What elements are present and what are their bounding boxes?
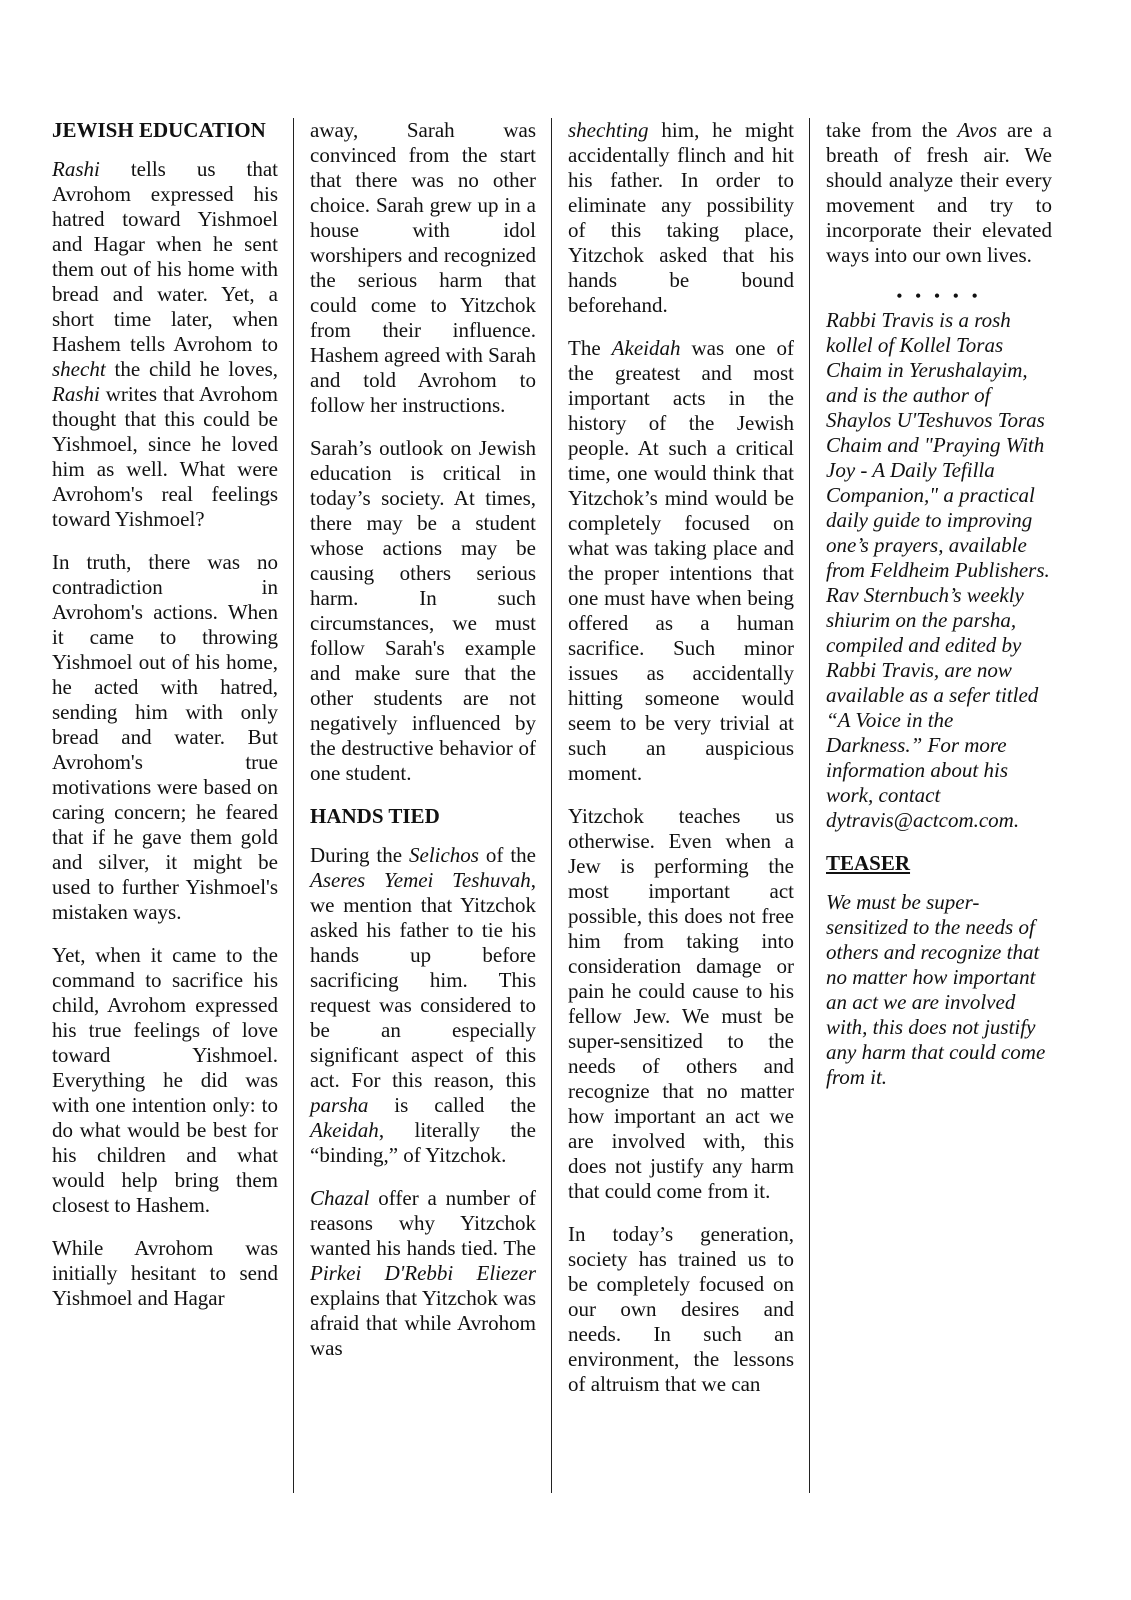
paragraph: Yet, when it came to the command to sacrifice his child, Avrohom expressed his true feelings of love toward Yishmoel. Everything he did was with one intention only: to do what would be best for his children and what would help bring them closest to Hashem.	[52, 943, 278, 1217]
text-run: , literally the “binding,” of Yitzchok.	[310, 1118, 536, 1167]
paragraph	[568, 118, 794, 318]
column-3	[568, 118, 794, 1397]
column-2	[310, 118, 536, 1361]
italic-term: Pirkei D'Rebbi Eliezer	[310, 1261, 536, 1285]
text-run: tells us that Avrohom expressed his hatred toward Yishmoel and Hagar when he sent them out of his home with bread and water. Yet, a short time later, when Hashem tells Avrohom to	[52, 157, 278, 356]
italic-term: Chazal	[310, 1186, 370, 1210]
text-run: of the	[478, 843, 536, 867]
italic-term: shecht	[52, 357, 106, 381]
text-run: are a breath of fresh air. We should analyze their every movement and try to incorporate their elevated ways into our own lives.	[826, 118, 1052, 267]
italic-term: Aseres Yemei Teshuvah	[310, 868, 531, 892]
paragraph	[52, 157, 278, 532]
section-heading-jewish-education: JEWISH EDUCATION	[52, 118, 266, 142]
text-run: During the	[310, 843, 409, 867]
paragraph: Yitzchok teaches us otherwise. Even when a Jew is performing the most important act possible, this does not free him from taking into consideration damage or pain he could cause to his fellow Jew. We must be super-sensitized to the needs of others and recognize that no matter how important an act we are involved with, this does not justify any harm that could come from it.	[568, 804, 794, 1203]
column-divider	[809, 118, 810, 1493]
text-run: offer a number of reasons why Yitzchok wanted his hands tied. The	[310, 1186, 536, 1260]
paragraph	[310, 843, 536, 1168]
column-divider	[293, 118, 294, 1493]
italic-term: parsha	[310, 1093, 369, 1117]
paragraph: In truth, there was no contradiction in Avrohom's actions. When it came to throwing Yishmoel out of his home, he acted with hatred, sending him with only bread and water. But Avrohom's true motivations were based on caring concern; he feared that if he gave them gold and silver, it might be used to further Yishmoel's mistaken ways.	[52, 550, 278, 924]
text-run: was one of the greatest and most important acts in the history of the Jewish people. At such a critical time, one would think that Yitzchok’s mind would be completely focused on what was taking place and the proper intentions that one must have when being offered as a human sacrifice. Such minor issues as accidentally hitting someone would seem to be very trivial at such an auspicious moment.	[568, 336, 794, 785]
text-run: The	[568, 336, 612, 360]
text-run: him, he might accidentally flinch and hit his father. In order to eliminate any possibility of this taking place, Yitzchok asked that his hands be bound beforehand.	[568, 118, 794, 317]
separator-dots: • • • • •	[896, 286, 982, 306]
paragraph: Sarah’s outlook on Jewish education is critical in today’s society. At times, there may be a student whose actions may be causing others serious harm. In such circumstances, we must follow Sarah's example and make sure that the other students are not negatively influenced by the destructive behavior of one student.	[310, 436, 536, 785]
column-1	[52, 118, 278, 1311]
italic-term: Avos	[957, 118, 998, 142]
section-heading-hands-tied: HANDS TIED	[310, 804, 440, 828]
section-heading-teaser: TEASER	[826, 851, 911, 875]
column-4	[826, 118, 1052, 1090]
paragraph	[310, 1186, 536, 1361]
teaser-text: We must be super-sensitized to the needs of others and recognize that no matter how important an act we are involved with, this does not justify any harm that could come from it.	[826, 890, 1046, 1089]
italic-term: Akeidah	[611, 336, 681, 360]
text-run: writes that Avrohom thought that this could be Yishmoel, since he loved him as well. What were Avrohom's real feelings toward Yishmoel?	[52, 382, 278, 531]
text-run: is called the	[368, 1093, 536, 1117]
text-run: take from the	[826, 118, 958, 142]
article-page	[52, 118, 1072, 1498]
italic-term: Selichos	[409, 843, 479, 867]
text-run: explains that Yitzchok was afraid that while Avrohom was	[310, 1286, 536, 1360]
paragraph	[568, 336, 794, 786]
italic-term: Akeidah	[310, 1118, 379, 1142]
italic-term: shechting	[568, 118, 649, 142]
column-divider	[551, 118, 552, 1493]
paragraph: While Avrohom was initially hesitant to send Yishmoel and Hagar	[52, 1236, 278, 1310]
author-bio: Rabbi Travis is a rosh kollel of Kollel Toras Chaim in Yerushalayim, and is the author of Shaylos U'Teshuvos Toras Chaim and "Praying With Joy - A Daily Tefilla Companion," a practical daily guide to improving one’s prayers, available from Feldheim Publishers. Rav Sternbuch’s weekly shiurim on the parsha, compiled and edited by Rabbi Travis, are now available as a sefer titled “A Voice in the Darkness.” For more information about his work, contact dytravis@actcom.com.	[826, 308, 1050, 832]
paragraph: In today’s generation, society has trained us to be completely focused on our own desires and needs. In such an environment, the lessons of altruism that we can	[568, 1222, 794, 1396]
italic-term: Rashi	[52, 382, 100, 406]
paragraph: away, Sarah was convinced from the start that there was no other choice. Sarah grew up in a house with idol worshipers and recognized the serious harm that could come to Yitzchok from their influence. Hashem agreed with Sarah and told Avrohom to follow her instructions.	[310, 118, 536, 417]
paragraph	[826, 118, 1052, 268]
italic-term: Rashi	[52, 157, 100, 181]
text-run: the child he loves,	[105, 357, 278, 381]
text-run: , we mention that Yitzchok asked his father to tie his hands up before sacrificing him. This request was considered to be an especially significant aspect of this act. For this reason, this	[310, 868, 536, 1092]
